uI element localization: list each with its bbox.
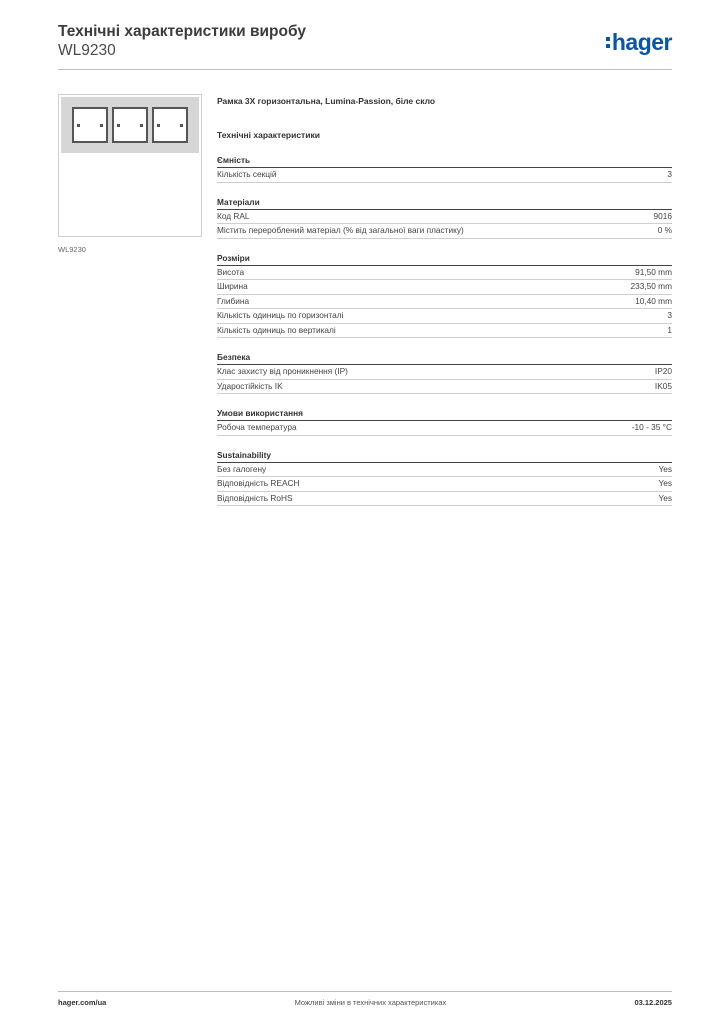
spec-group-usage [217,408,672,436]
spec-label: Кількість одиниць по горизонталі [217,310,344,320]
spec-value: Yes [658,478,672,488]
spec-label: Ширина [217,281,248,291]
spec-row [217,380,672,395]
spec-row [217,477,672,492]
group-title: Безпека [217,352,672,365]
spec-row [217,309,672,324]
spec-value: 1 [667,324,672,335]
footer-note: Можливі зміни в технічних характеристиках [294,998,447,1007]
group-title: Матеріали [217,197,672,210]
spec-value: 0 % [657,225,672,235]
spec-group-dimensions [217,253,672,339]
spec-row [217,295,672,310]
spec-label: Висота [217,266,245,277]
product-image [61,97,199,153]
spec-value: -10 - 35 °C [631,422,672,432]
spec-row [217,324,672,339]
spec-label: Глибина [217,295,250,306]
spec-group-sustainability [217,450,672,507]
spec-label: Містить перероблений матеріал (% від загальної ваги пластику) [217,225,464,235]
spec-label: Відповідність RoHS [217,492,293,503]
spec-label: Без галогену [217,463,267,474]
spec-value: 233,50 mm [630,281,672,291]
spec-value: Yes [658,492,672,503]
spec-row [217,168,672,183]
group-title: Умови використання [217,408,672,421]
spec-value: 10,40 mm [635,295,672,306]
product-code: WL9230 [58,42,116,59]
product-name: Рамка 3X горизонтальна, Lumina-Passion, біле скло [217,96,436,106]
spec-value: 91,50 mm [635,266,672,277]
spec-row [217,463,672,478]
spec-value: 3 [667,310,672,320]
document-title: Технічні характеристики виробу [58,23,306,40]
footer-url[interactable]: hager.com/ua [58,998,107,1007]
spec-content [217,96,672,506]
hager-logo [606,28,672,56]
page-header [58,22,672,70]
frame-cell-icon [112,107,148,143]
spec-label: Відповідність REACH [217,478,300,488]
spec-label: Кількість секцій [217,169,277,179]
spec-row [217,492,672,507]
spec-label: Код RAL [217,210,250,221]
footer-date: 03.12.2025 [634,998,672,1007]
section-title: Технічні характеристики [217,130,320,140]
group-title: Ємність [217,155,672,168]
spec-row [217,280,672,295]
spec-row [217,421,672,436]
spec-row [217,365,672,380]
spec-row [217,210,672,225]
spec-label: Робоча температура [217,422,297,432]
spec-row [217,266,672,281]
product-image-frame [58,94,202,237]
spec-group-capacity [217,155,672,183]
spec-group-safety [217,352,672,394]
spec-value: 9016 [653,210,672,221]
spec-value: IK05 [654,380,672,391]
spec-group-materials [217,197,672,239]
image-caption: WL9230 [58,245,86,254]
frame-cell-icon [152,107,188,143]
group-title: Sustainability [217,450,672,463]
spec-value: 3 [667,169,672,179]
spec-label: Ударостійкість IK [217,380,283,391]
frame-cell-icon [72,107,108,143]
group-title: Розміри [217,253,672,266]
page-footer [58,991,672,1007]
spec-label: Клас захисту від проникнення (IP) [217,366,348,376]
spec-label: Кількість одиниць по вертикалі [217,324,336,335]
spec-value: IP20 [654,366,672,376]
logo-mark-icon [606,37,610,48]
logo-text: hager [611,29,672,55]
spec-row [217,224,672,239]
spec-value: Yes [658,463,672,474]
